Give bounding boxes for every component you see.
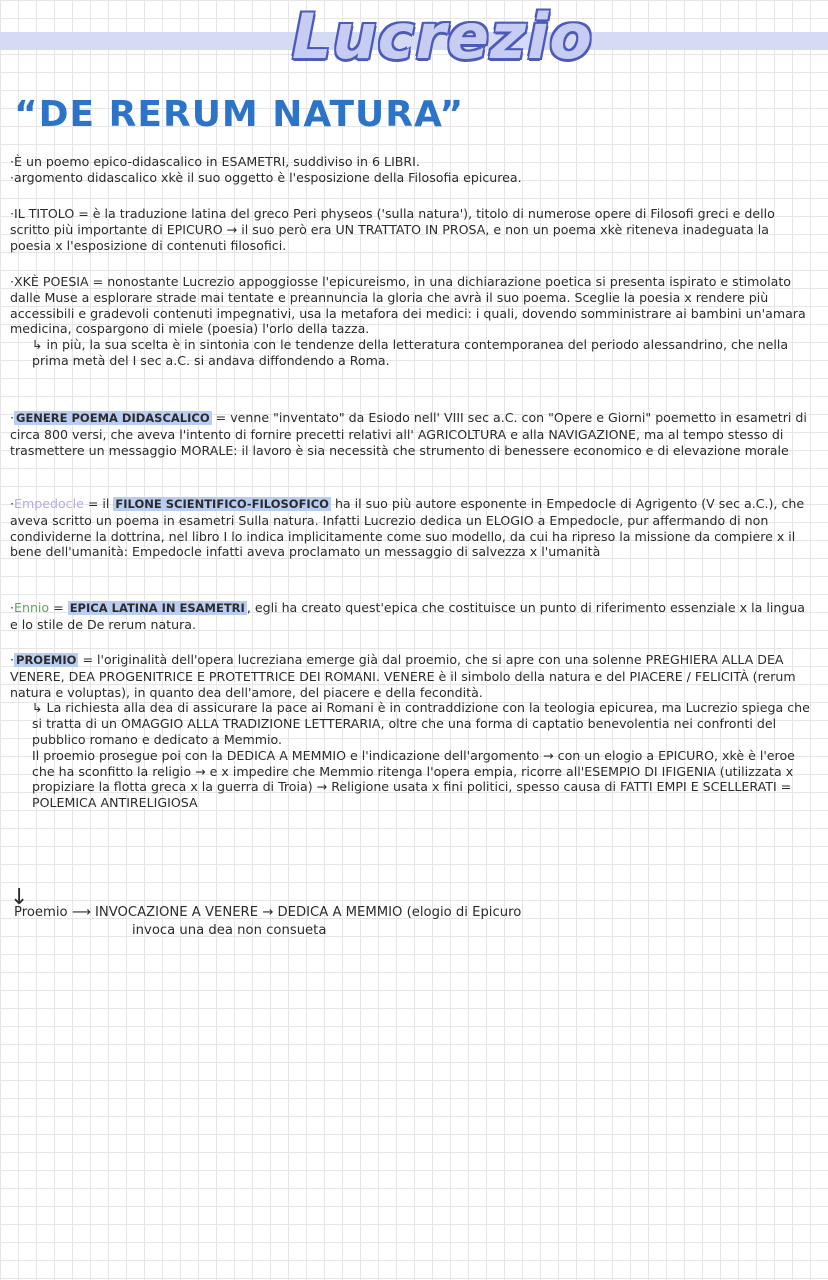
empedocle-text: ha il suo più autore esponente in Empedocle di Agrigento (V sec a.C.), che aveva scritto un poema in esametri Sulla natura. Infatti Lucrezio dedica un ELOGIO a Empedocle, pur affermando di non condividerne la dottrina, nel libro I lo indica implicitamente come suo modello, da cui ha ripreso la missione da compiere x il bene dell'umanità: Empedocle infatti aveva proclamato un messaggio di salvezza x l'umanità xyxy=(10,496,805,560)
empedocle-section xyxy=(10,496,810,560)
ennio-key: EPICA LATINA IN ESAMETRI xyxy=(69,601,245,615)
scheme-step-2: DEDICA A MEMMIO (elogio di Epicuro xyxy=(277,905,522,920)
page-title: Lucrezio xyxy=(292,0,593,73)
intro-section xyxy=(10,154,810,186)
down-arrow-icon: ↓ xyxy=(10,885,29,910)
ennio-paragraph: ·Ennio = EPICA LATINA IN ESAMETRI , egli ha creato quest'epica che costituisce un punto di riferimento essenziale x la lingua e lo stile de De rerum natura. xyxy=(10,600,805,632)
ennio-name: Ennio xyxy=(14,600,50,615)
genere-key: GENERE POEMA DIDASCALICO xyxy=(16,411,210,425)
poesia-note: ↳ in più, la sua scelta è in sintonia con le tendenze della letteratura contemporanea del periodo alessandrino, che nella prima metà del I sec a.C. si andava diffondendo a Roma. xyxy=(32,337,789,368)
genere-text: = venne "inventato" da Esiodo nell' VIII sec a.C. con "Opere e Giorni" poemetto in esametri di circa 800 versi, che aveva l'intento di fornire precetti relativi all' AGRICOLTURA e alla NAVIGAZIONE, ma al tempo stesso di trasmettere un messaggio MORALE: il lavoro è sia necessità che strumento di benessere economico e di elevazione morale xyxy=(10,410,807,458)
scheme-label: Proemio xyxy=(14,905,68,920)
empedocle-key: FILONE SCIENTIFICO-FILOSOFICO xyxy=(115,497,329,511)
scheme-note: invoca una dea non consueta xyxy=(132,923,327,938)
poesia-text: ·XKÈ POESIA = nonostante Lucrezio appoggiosse l'epicureismo, in una dichiarazione poetica si presenta ispirato e stimolato dalle Muse a esplorare strade mai tentate e preannuncia la gloria che avrà il suo poema. Sceglie la poesia x rendere più accessibili e gradevoli contenuti impegnativi, usa la metafora dei medici: i quali, dovendo somministrare ai bambini un'amara medicina, cospargono di miele (poesia) l'orlo della tazza. xyxy=(10,274,806,337)
empedocle-name: Empedocle xyxy=(14,496,84,511)
proemio-scheme xyxy=(14,904,814,940)
poesia-section xyxy=(10,274,810,369)
right-arrow-icon: ⟶ xyxy=(71,905,95,920)
ennio-section xyxy=(10,600,810,633)
work-title: “DE RERUM NATURA” xyxy=(14,94,465,135)
proemio-paragraph: · PROEMIO = l'originalità dell'opera lucreziana emerge già dal proemio, che si apre con una solenne PREGHIERA ALLA DEA VENERE, DEA PROGENITRICE E PROTETTRICE DEI ROMANI. VENERE è il simbolo della natura e del PIACERE / FELICITÀ (rerum natura e voluptas), in quanto dea dell'amore, del piacere e della fecondità. xyxy=(10,652,796,700)
proemio-text: = l'originalità dell'opera lucreziana emerge già dal proemio, che si apre con una solenne PREGHIERA ALLA DEA VENERE, DEA PROGENITRICE E PROTETTRICE DEI ROMANI. VENERE è il simbolo della natura e del PIACERE / FELICITÀ (rerum natura e voluptas), in quanto dea dell'amore, del piacere e della fecondità. xyxy=(10,652,796,700)
scheme-flow xyxy=(14,904,814,922)
intro-line-1: ·È un poemo epico-didascalico in ESAMETRI, suddiviso in 6 LIBRI. xyxy=(10,154,420,169)
proemio-continuation: Il proemio prosegue poi con la DEDICA A MEMMIO e l'indicazione dell'argomento → con un elogio a EPICURO, xkè è l'eroe che ha sconfitto la religio → e x impedire che Memmio ritenga l'opera empia, ricorre all'ESEMPIO DI IFIGENIA (utilizzata x propiziare la flotta greca x la guerra di Troia) → Religione usata x fini politici, spesso causa di FATTI EMPI E SCELLERATI = POLEMICA ANTIRELIGIOSA xyxy=(32,747,795,811)
proemio-section xyxy=(10,652,810,811)
empedocle-paragraph: ·Empedocle = il FILONE SCIENTIFICO-FILOSOFICO ha il suo più autore esponente in Empedocle di Agrigento (V sec a.C.), che aveva scritto un poema in esametri Sulla natura. Infatti Lucrezio dedica un ELOGIO a Empedocle, pur affermando di non condividerne la dottrina, nel libro I lo indica implicitamente come suo modello, da cui ha ripreso la missione da compiere x il bene dell'umanità: Empedocle infatti aveva proclamato un messaggio di salvezza x l'umanità xyxy=(10,496,805,560)
proemio-key: PROEMIO xyxy=(16,653,77,667)
genere-section xyxy=(10,410,810,458)
scheme-step-1: INVOCAZIONE A VENERE xyxy=(94,905,259,920)
intro-line-2: ·argomento didascalico xkè il suo oggetto è l'esposizione della Filosofia epicurea. xyxy=(10,169,522,185)
right-arrow-icon: → xyxy=(262,905,278,920)
proemio-note: ↳ La richiesta alla dea di assicurare la pace ai Romani è in contraddizione con la teologia epicurea, ma Lucrezio spiega che si tratta di un OMAGGIO ALLA TRADIZIONE LETTERARIA, oltre che una forma di captatio benevolentia nei confronti del pubblico romano e dedicato a Memmio. xyxy=(32,700,810,747)
ennio-text: , egli ha creato quest'epica che costituisce un punto di riferimento essenziale x la lingua e lo stile de De rerum natura. xyxy=(10,600,805,632)
titolo-text: ·IL TITOLO = è la traduzione latina del greco Peri physeos ('sulla natura'), titolo di numerose opere di Filosofi greci e dello scritto più importante di EPICURO → il suo però era UN TRATTATO IN PROSA, e non un poema xkè riteneva inadeguata la poesia x l'esposizione di contenuti filosofici. xyxy=(10,206,775,253)
titolo-section xyxy=(10,206,810,253)
genere-paragraph: · GENERE POEMA DIDASCALICO = venne "inventato" da Esiodo nell' VIII sec a.C. con "Opere e Giorni" poemetto in esametri di circa 800 versi, che aveva l'intento di fornire precetti relativi all' AGRICOLTURA e alla NAVIGAZIONE, ma al tempo stesso di trasmettere un messaggio MORALE: il lavoro è sia necessità che strumento di benessere economico e di elevazione morale xyxy=(10,410,807,458)
